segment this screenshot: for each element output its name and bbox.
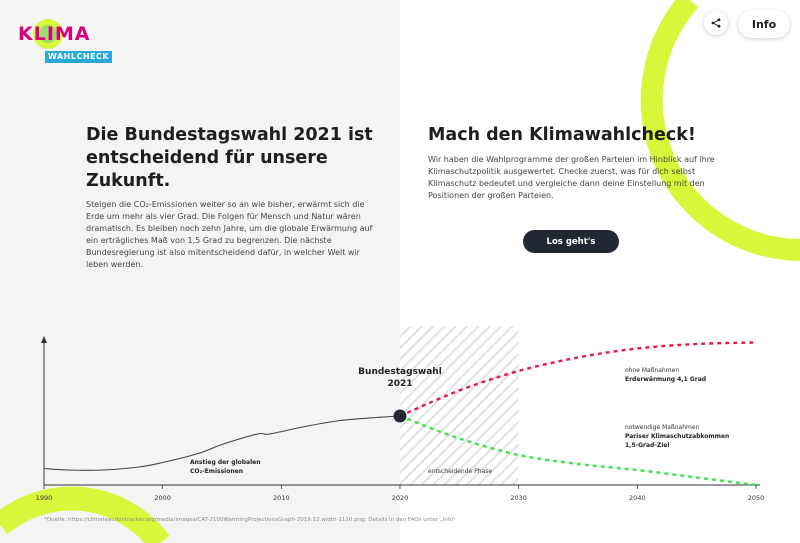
lets-go-button[interactable]: Los geht's: [523, 230, 619, 253]
right-title: Mach den Klimawahlcheck!: [428, 125, 696, 145]
phase-label: entscheidende Phase: [428, 468, 493, 475]
x-tick-label: 2040: [629, 494, 646, 502]
x-tick-label: 2000: [154, 494, 171, 502]
logo-text: KLIMA: [18, 23, 91, 45]
source-footnote: *Quelle: https://climateactiontracker.org/media/images/CAT-2100WarmingProjectionsGraph-2019.12.width-1110.png; Details in den FAQs unter „Info“: [44, 517, 456, 523]
no-measures-label-1: ohne Maßnahmen: [625, 367, 680, 374]
measures-label-2: Pariser Klimaschutzabkommen: [625, 433, 730, 440]
x-axis-ticks: [36, 485, 765, 502]
election-marker: [394, 410, 407, 423]
x-tick-label: 2050: [747, 494, 765, 502]
decisive-phase-area: [400, 326, 519, 485]
no-measures-label-2: Erderwärmung 4,1 Grad: [625, 376, 707, 383]
x-tick-label: 2020: [391, 494, 409, 502]
x-tick-label: 2010: [273, 494, 290, 502]
right-body-text: Wir haben die Wahlprogramme der großen Parteien im Hinblick auf ihre Klimaschutzpolitik ausgewertet. Checke zuerst, was für dich selbst Klimaschutz bedeutet und vergleiche dann deine Einstellung mit den Positionen der großen Parteien.: [428, 155, 715, 200]
measures-label-3: 1,5-Grad-Ziel: [625, 442, 670, 449]
x-tick-label: 2030: [510, 494, 527, 502]
emissions-annotation-2: CO₂-Emissionen: [190, 468, 243, 475]
y-axis-arrow: [41, 336, 47, 343]
info-button[interactable]: Info: [738, 10, 790, 38]
emissions-annotation-1: Anstieg der globalen: [190, 459, 261, 466]
left-body-text: Steigen die CO₂-Emissionen weiter so an wie bisher, erwärmt sich die Erde um mehr als vier Grad. Die Folgen für Mensch und Natur wären dramatisch. Es bleiben noch zehn Jahre, um die globale Erwärmung auf ein erträgliches Maß von 1,5 Grad zu begrenzen. Die nächste Bundesregierung ist also mitentscheidend dafür, in welcher Welt wir leben werden.: [86, 200, 373, 269]
left-title: Die Bundestagswahl 2021 ist entscheidend für unsere Zukunft.: [86, 125, 373, 191]
measures-label-1: notwendige Maßnahmen: [625, 424, 700, 431]
election-label-line2: 2021: [387, 379, 413, 389]
election-label-line1: Bundestagswahl: [358, 367, 442, 377]
logo-subtext: WAHLCHECK: [45, 51, 112, 63]
x-tick-label: 1990: [35, 494, 53, 502]
